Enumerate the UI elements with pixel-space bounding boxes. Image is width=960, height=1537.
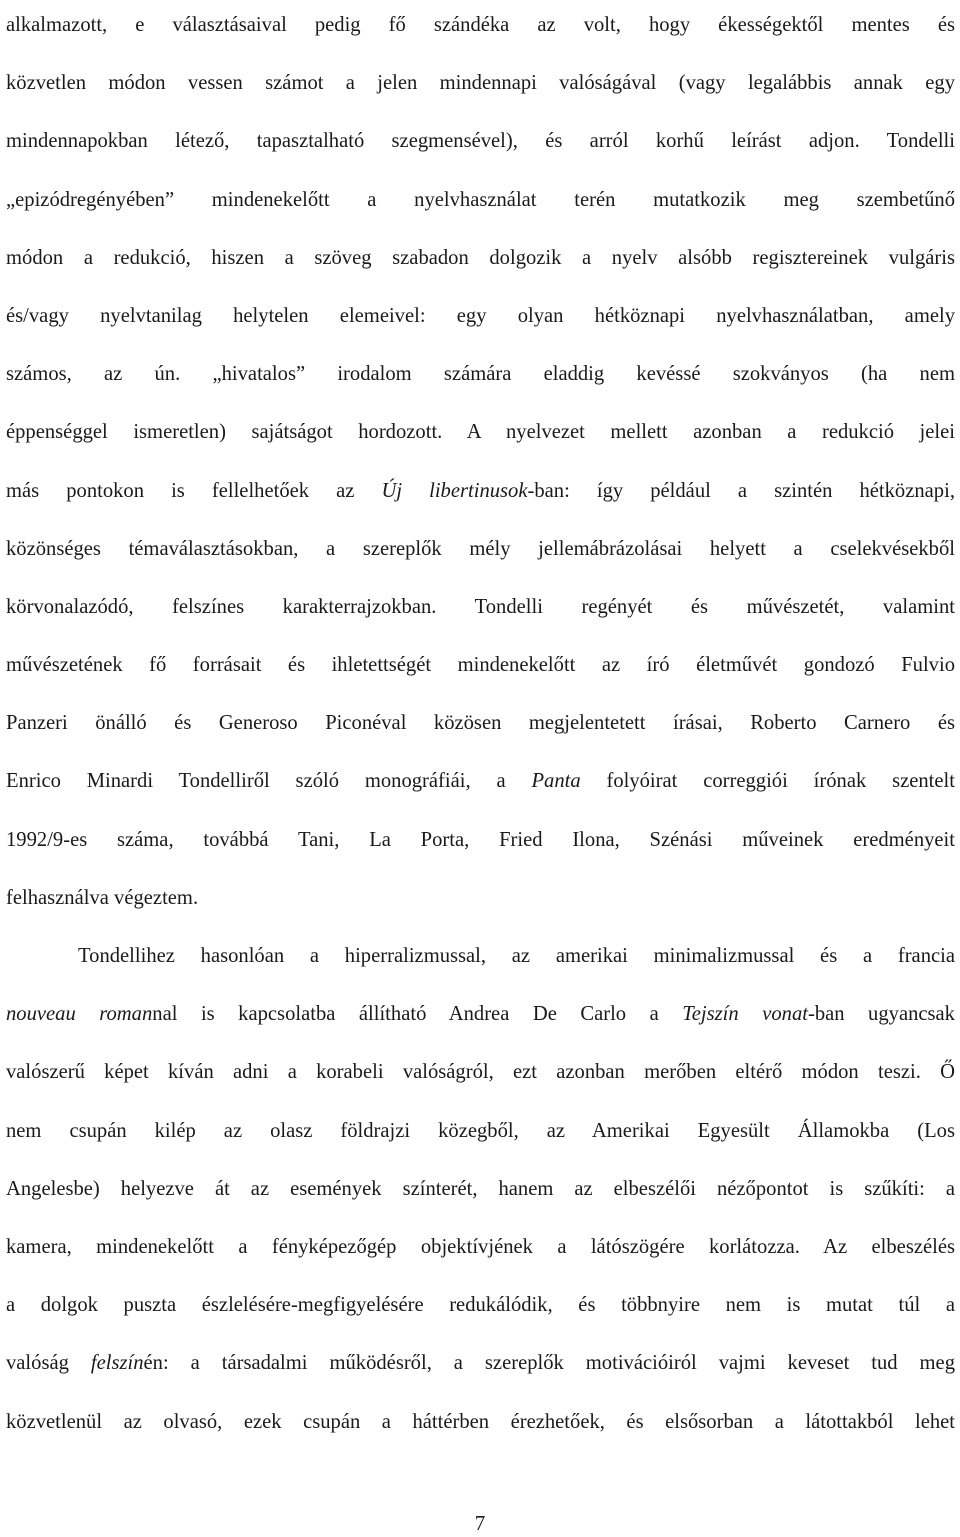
text-segment: „epizódregényében” mindenekelőtt a nyelvhasználat terén mutatkozik meg szembetűnő bbox=[6, 188, 955, 211]
text-segment: 1992/9-es száma, továbbá Tani, La Porta, Fried Ilona, Szénási műveinek eredményeit bbox=[6, 828, 955, 851]
text-segment: a dolgok puszta észlelésére-megfigyelésére redukálódik, és többnyire nem is mutat túl a bbox=[6, 1294, 955, 1317]
text-segment: nem csupán kilép az olasz földrajzi közegből, az Amerikai Egyesült Államokba (Los bbox=[6, 1119, 955, 1142]
text-line bbox=[6, 1350, 955, 1408]
text-segment: művészetének fő forrásait és ihletettségét mindenekelőtt az író életművét gondozó Fulvio bbox=[6, 654, 955, 677]
text-segment: Tondellihez hasonlóan a hiperralizmussal, az amerikai minimalizmussal és a francia bbox=[78, 945, 955, 967]
text-segment: és/vagy nyelvtanilag helytelen elemeivel: egy olyan hétköznapi nyelvhasználatban, amely bbox=[6, 304, 955, 327]
text-line bbox=[6, 652, 955, 710]
text-segment: számos, az ún. „hivatalos” irodalom számára eladdig kevéssé szokványos (ha nem bbox=[6, 363, 955, 386]
paragraph bbox=[6, 12, 955, 943]
text-segment: mindennapokban létező, tapasztalható szegmensével), és arról korhű leírást adjon. Tondelli bbox=[6, 130, 955, 153]
text-line bbox=[6, 1176, 955, 1234]
text-segment: közönséges témaválasztásokban, a szereplők mély jellemábrázolásai helyett a cselekvésekből bbox=[6, 537, 955, 560]
body-text bbox=[6, 12, 955, 1467]
text-segment: -ban ugyancsak bbox=[807, 1003, 955, 1026]
text-line bbox=[6, 1059, 955, 1117]
text-line bbox=[6, 827, 955, 885]
italic-text: Panta bbox=[531, 770, 581, 793]
italic-text: nouveau roman bbox=[6, 1003, 153, 1026]
text-line bbox=[6, 361, 955, 419]
text-segment: -ban: így például a szintén hétköznapi, bbox=[527, 479, 955, 502]
text-line bbox=[6, 1001, 955, 1059]
text-segment: folyóirat correggiói írónak szentelt bbox=[580, 770, 955, 793]
text-segment: közvetlen módon vessen számot a jelen mindennapi valóságával (vagy legalábbis annak egy bbox=[6, 72, 955, 95]
text-line bbox=[6, 245, 955, 303]
text-segment: Enrico Minardi Tondelliről szóló monográfiái, a bbox=[6, 770, 532, 793]
text-segment: felhasználva végeztem. bbox=[6, 886, 199, 909]
text-segment: módon a redukció, hiszen a szöveg szabadon dolgozik a nyelv alsóbb regisztereinek vulgáris bbox=[6, 246, 955, 269]
text-line bbox=[6, 419, 955, 477]
text-line bbox=[6, 187, 955, 245]
text-segment: más pontokon is fellelhetőek az bbox=[6, 479, 382, 502]
italic-text: felszín bbox=[90, 1352, 144, 1375]
text-segment: Panzeri önálló és Generoso Piconéval közösen megjelentetett írásai, Roberto Carnero és bbox=[6, 712, 955, 735]
italic-text: Új libertinusok bbox=[381, 479, 528, 502]
page-number: 7 bbox=[474, 1511, 486, 1535]
text-line bbox=[6, 710, 955, 768]
text-line bbox=[6, 768, 955, 826]
text-line bbox=[6, 303, 955, 361]
text-segment: alkalmazott, e választásaival pedig fő szándéka az volt, hogy ékességektől mentes és bbox=[6, 14, 955, 36]
text-line bbox=[6, 1409, 955, 1467]
text-segment: kamera, mindenekelőtt a fényképezőgép objektívjének a látószögére korlátozza. Az elbeszélés bbox=[6, 1235, 955, 1258]
text-segment: Angelesbe) helyezve át az események színterét, hanem az elbeszélői nézőpontot is szűkíti: a bbox=[6, 1177, 955, 1200]
text-segment: valóság bbox=[6, 1352, 91, 1375]
text-segment: nal is kapcsolatba állítható Andrea De Carlo a bbox=[152, 1003, 683, 1026]
text-line bbox=[6, 943, 955, 1001]
paragraph bbox=[6, 943, 955, 1467]
text-segment: én: a társadalmi működésről, a szereplők motivációiról vajmi keveset tud meg bbox=[143, 1352, 955, 1375]
text-line bbox=[6, 1234, 955, 1292]
text-line bbox=[6, 885, 955, 943]
text-line bbox=[6, 1292, 955, 1350]
text-segment: közvetlenül az olvasó, ezek csupán a háttérben érezhetőek, és elsősorban a látottakból lehet bbox=[6, 1410, 955, 1433]
text-line bbox=[6, 594, 955, 652]
text-line bbox=[6, 536, 955, 594]
text-line bbox=[6, 1118, 955, 1176]
text-segment: éppenséggel ismeretlen) sajátságot hordozott. A nyelvezet mellett azonban a redukció jelei bbox=[6, 421, 955, 444]
text-line bbox=[6, 478, 955, 536]
text-line bbox=[6, 70, 955, 128]
text-line bbox=[6, 128, 955, 186]
italic-text: Tejszín vonat bbox=[682, 1003, 808, 1026]
text-segment: körvonalazódó, felszínes karakterrajzokban. Tondelli regényét és művészetét, valamint bbox=[6, 595, 955, 618]
text-line bbox=[6, 12, 955, 70]
text-segment: valószerű képet kíván adni a korabeli valóságról, ezt azonban merőben eltérő módon teszi. Ő bbox=[6, 1061, 955, 1084]
